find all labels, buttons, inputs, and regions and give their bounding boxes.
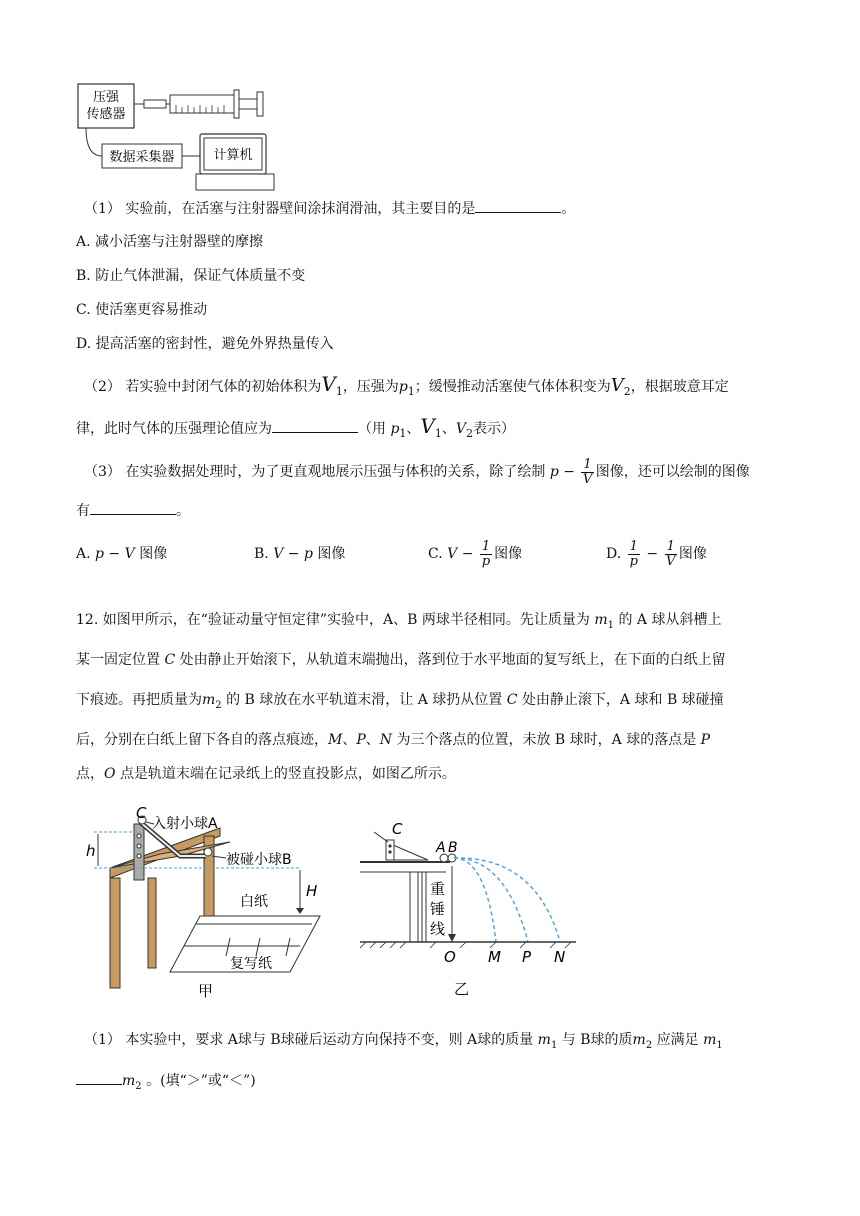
caption-yi: 乙: [454, 980, 470, 998]
sensor-label-1: 压强: [92, 90, 120, 105]
answer-blank: [76, 1070, 122, 1085]
q11-part3-line2: 有 。: [76, 500, 190, 521]
plumb-char-1: 重: [430, 880, 446, 898]
label-white-paper: 白纸: [240, 894, 268, 910]
label-n: N: [554, 948, 566, 966]
caption-jia: 甲: [198, 982, 214, 1000]
q12-part1-line2: $m_2$ 。(填“＞”或“＜”): [76, 1070, 256, 1097]
plumb-char-2: 锤: [430, 900, 446, 918]
label-carbon-paper: 复写纸: [230, 956, 272, 972]
q11-part1-suffix: 。: [561, 201, 576, 217]
label-target-ball: 被碰小球B: [226, 852, 292, 868]
q11-part3-line1: （3） 在实验数据处理时，为了更直观地展示压强与体积的关系，除了绘制 p − $\frac{1}{V}$ 图像，还可以绘制的图像: [84, 456, 750, 487]
option-1c: C. 使活塞更容易推动: [76, 302, 208, 318]
answer-blank: [90, 500, 176, 515]
label-b-yi: B: [448, 840, 458, 856]
answer-blank: [475, 198, 561, 213]
option-3a: A. p − V 图像: [76, 546, 168, 562]
label-p: P: [522, 948, 532, 966]
q11-part1: [84, 198, 575, 219]
q12-line2: 某一固定位置 C 处由静止开始滚下，从轨道末端抛出，落到位于水平地面的复写纸上，在下面的白纸上留: [76, 652, 726, 668]
q12-line1: 12. 如图甲所示，在“验证动量守恒定律”实验中，A、B 两球半径相同。先让质量为 $m_1$ 的 A 球从斜槽上: [76, 612, 722, 631]
label-big-h: H: [306, 882, 318, 900]
label-a-yi: A: [436, 840, 446, 856]
label-c-yi: C: [392, 820, 403, 838]
plumb-char-3: 线: [430, 920, 446, 938]
option-3d: D. $\frac{1}{p}$ − $\frac{1}{V}$ 图像: [606, 538, 707, 569]
label-o: O: [444, 948, 456, 966]
q11-part2-line1: （2） 若实验中封闭气体的初始体积为$V_1$，压强为$p_1$；缓慢推动活塞使气体体积变为$V_2$，根据玻意耳定: [84, 372, 729, 398]
computer-label: 计算机: [213, 148, 253, 163]
apparatus-figure: [72, 78, 282, 196]
label-incident-ball: 入射小球A: [152, 816, 218, 832]
label-h: h: [86, 842, 96, 860]
answer-blank: [272, 418, 358, 433]
q11-part2-line2: 律，此时气体的压强理论值应为 （用 $p_1$、$V_1$、$V_2$表示）: [76, 414, 515, 440]
option-1d: D. 提高活塞的密封性，避免外界热量传入: [76, 336, 334, 352]
q12-part1-line1: （1） 本实验中，要求 A球与 B球碰后运动方向保持不变，则 A球的质量 $m_1$ 与 B球的质$m_2$ 应满足 $m_1$: [84, 1032, 723, 1051]
option-3c: C. V − $\frac{1}{p}$ 图像: [428, 538, 523, 569]
collector-label: 数据采集器: [109, 150, 175, 165]
option-1b: B. 防止气体泄漏，保证气体质量不变: [76, 268, 306, 284]
sensor-label-2: 传感器: [86, 107, 126, 122]
q12-line5: 点，O 点是轨道末端在记录纸上的竖直投影点，如图乙所示。: [76, 766, 456, 782]
label-m: M: [488, 948, 501, 966]
figure-jia: [80, 806, 340, 1006]
q12-line3: 下痕迹。再把质量为$m_2$ 的 B 球放在水平轨道末滑，让 A 球扔从位置 C 处由静止滚下，A 球和 B 球碰撞: [76, 692, 724, 711]
q11-part1-text: （1） 实验前，在活塞与注射器壁间涂抹润滑油，其主要目的是: [84, 201, 476, 217]
option-1a: A. 减小活塞与注射器壁的摩擦: [76, 234, 264, 250]
q12-line4: 后，分别在白纸上留下各自的落点痕迹，M、P、N 为三个落点的位置，未放 B 球时，A 球的落点是 P: [76, 732, 711, 748]
option-3b: B. V − p 图像: [254, 546, 346, 562]
label-c: C: [136, 806, 147, 822]
figure-yi: [356, 816, 586, 1006]
